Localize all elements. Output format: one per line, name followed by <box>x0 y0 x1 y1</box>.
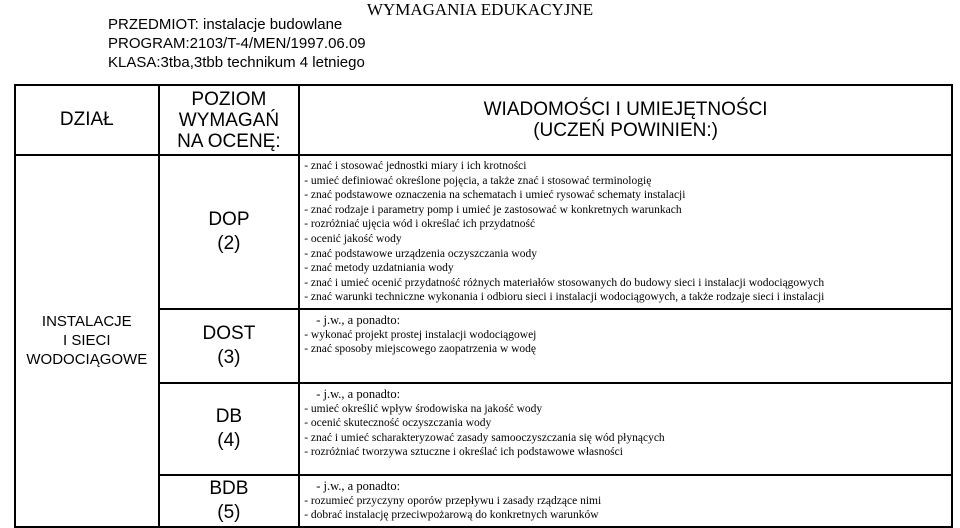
content-cell-db <box>299 383 952 475</box>
content-cell-dost <box>299 309 952 383</box>
list-item: - rozróżniać ujęcia wód i określać ich przydatność <box>304 218 536 231</box>
header-wiadomosci <box>299 85 952 155</box>
subject-label: PRZEDMIOT: instalacje budowlane <box>108 16 343 33</box>
intro-line: - j.w., a ponadto: <box>316 478 401 493</box>
content-cell-bdb <box>299 475 952 527</box>
intro-line: - j.w., a ponadto: <box>316 312 401 327</box>
level-cell-db <box>159 383 300 475</box>
list-item: - znać i umieć ocenić przydatność różnych materiałów stosowanych do budowy sieci i instalacji wodociągowych <box>304 276 825 289</box>
header-poziom <box>159 85 300 155</box>
header-poziom-line3: NA OCENĘ: <box>177 130 281 152</box>
header-poziom-line2: WYMAGAŃ <box>178 109 280 131</box>
level-name: BDB <box>209 477 249 499</box>
list-item: - znać podstawowe urządzenia oczyszczania wody <box>304 247 537 260</box>
table-header-row <box>15 85 952 155</box>
header-poziom-line1: POZIOM <box>191 88 267 110</box>
level-grade: (4) <box>217 429 241 451</box>
list-item: - umieć definiować określone pojęcia, a także znać i stosować terminologię <box>304 174 652 187</box>
content-cell-dop <box>299 155 952 309</box>
dzial-line1: INSTALACJE <box>41 313 132 331</box>
table-row <box>15 155 952 309</box>
list-item: - rozróżniać tworzywa sztuczne i określać ich podstawowe własności <box>304 446 623 459</box>
requirements-table <box>14 84 953 528</box>
list-item: - znać rodzaje i parametry pomp i umieć je zastosować w konkretnych warunkach <box>304 203 682 216</box>
level-name: DOP <box>208 208 250 230</box>
list-item: - rozumieć przyczyny oporów przepływu i zasady rządzące nimi <box>304 494 602 507</box>
dzial-cell <box>15 155 159 527</box>
list-item: - znać sposoby miejscowego zaopatrzenia w wodę <box>304 343 537 356</box>
level-grade: (3) <box>217 346 241 368</box>
header-wiadomosci-line1: WIADOMOŚCI I UMIEJĘTNOŚCI <box>483 99 768 120</box>
header-wiadomosci-line2: (UCZEŃ POWINIEN:) <box>533 120 718 141</box>
program-label: PROGRAM:2103/T-4/MEN/1997.06.09 <box>108 35 366 52</box>
level-name: DOST <box>202 322 256 344</box>
list-item: - ocenić skuteczność oczyszczania wody <box>304 417 492 430</box>
document-title: WYMAGANIA EDUKACYJNE <box>366 0 594 19</box>
level-grade: (5) <box>217 501 241 523</box>
dzial-line3: WODOCIĄGOWE <box>26 351 148 369</box>
list-item: - ocenić jakość wody <box>304 232 402 245</box>
list-item: - znać podstawowe oznaczenia na schematach i umieć rysować schematy instalacji <box>304 189 686 202</box>
level-grade: (2) <box>217 232 241 254</box>
list-item: - wykonać projekt prostej instalacji wodociągowej <box>304 328 537 341</box>
list-item: - umieć określić wpływ środowiska na jakość wody <box>304 402 543 415</box>
list-item: - znać warunki techniczne wykonania i odbioru sieci i instalacji wodociągowych, a także rodzaje sieci i instalacji <box>304 291 825 304</box>
document-header <box>108 15 366 72</box>
class-label: KLASA:3tba,3tbb technikum 4 letniego <box>108 54 365 71</box>
list-item: - dobrać instalację przeciwpożarową do konkretnych warunków <box>304 509 599 522</box>
list-item: - znać i umieć scharakteryzować zasady samooczyszczania się wód płynących <box>304 431 665 444</box>
list-item: - znać i stosować jednostki miary i ich krotności <box>304 160 527 172</box>
level-cell-bdb <box>159 475 300 527</box>
level-cell-dost <box>159 309 300 383</box>
dzial-line2: I SIECI <box>63 332 111 350</box>
header-dzial: DZIAŁ <box>15 85 159 155</box>
level-name: DB <box>215 405 243 427</box>
intro-line: - j.w., a ponadto: <box>316 386 401 401</box>
list-item: - znać metody uzdatniania wody <box>304 262 454 275</box>
level-cell-dop <box>159 155 300 309</box>
